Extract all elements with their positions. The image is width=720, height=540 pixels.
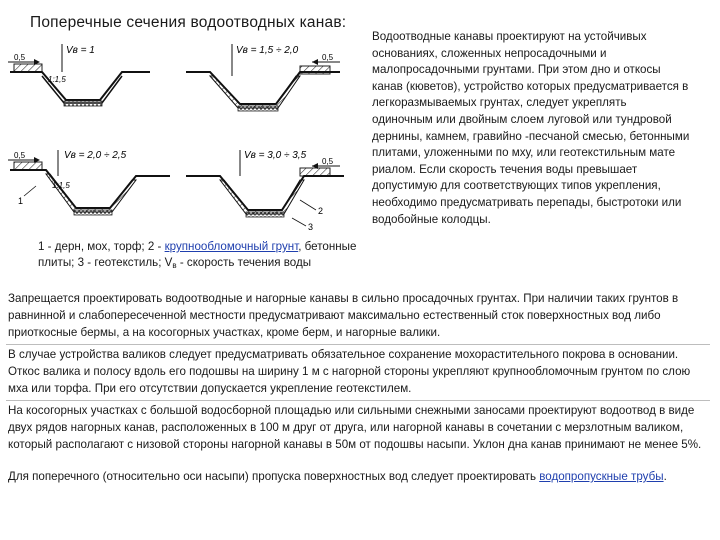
- paragraph-culverts: [8, 469, 708, 486]
- velocity-label-1: Vв = 1: [66, 45, 95, 56]
- depth-label-2: 0,5: [322, 53, 334, 62]
- divider-2: [6, 400, 710, 401]
- caption-part-1: 1 - дерн, мох, торф; 2 -: [38, 240, 165, 253]
- culverts-end: .: [663, 470, 667, 483]
- depth-label-1: 0,5: [14, 53, 26, 62]
- page-title: Поперечные сечения водоотводных канав:: [30, 14, 347, 31]
- layer-number-3: 3: [308, 222, 314, 232]
- divider-1: [6, 344, 710, 345]
- layer-number-2: 2: [318, 206, 324, 216]
- ditch-section-4: [186, 150, 344, 232]
- ditch-section-1: [8, 44, 150, 106]
- ditch-section-3: [8, 150, 170, 215]
- ditch-cross-sections-figure: [0, 28, 370, 238]
- slope-label-3: 1:1,5: [52, 181, 70, 190]
- culverts-text: Для поперечного (относительно оси насыпи) пропуска поверхностных вод следует проектировать: [8, 470, 540, 483]
- slope-label-1: 1:1,5: [48, 75, 66, 84]
- coarse-soil-link[interactable]: крупнообломочный грунт: [164, 240, 299, 253]
- paragraph-slopes: На косогорных участках с большой водосборной площадью или сильными снежными заносами проектируют водоотвод в виде двух рядов нагорных канав, расположенных в 100 м друг от друга, или нагорной канавы в сочетании с мерзлотным валиком, который располагают с низовой стороны нагорной канавы в 50м от подошвы насыпи. Уклон дна канав принимают не менее 5%.: [8, 404, 702, 451]
- depth-label-4: 0,5: [322, 157, 334, 166]
- paragraph-subsidence: Запрещается проектировать водоотводные и нагорные канавы в сильно просадочных грунтах. При наличии таких грунтов в равнинной и слабопересеченной местности предусматривают максимально естественный сток поверхностных вод либо приоткосные бермы, а на косогорных участках, кроме берм, и нагорные валики.: [8, 292, 679, 339]
- layer-number-1: 1: [18, 196, 24, 206]
- ditch-section-2: [186, 44, 340, 111]
- figure-caption: [38, 239, 368, 275]
- caption-subscript: в: [172, 261, 177, 271]
- paragraph-berms: В случае устройства валиков следует предусматривать обязательное сохранение мохорастительного покрова в основании. Откос валика и полосу вдоль его подошвы на ширину 1 м с нагорной стороны укрепляют крупнообломочным грунтом по слою мха или торфа. При его отсутствии допускается укрепление геотекстилем.: [8, 348, 691, 395]
- depth-label-3: 0,5: [14, 151, 26, 160]
- ditch-description-text: Водоотводные канавы проектируют на устойчивых основаниях, сложенных непросадочными и малопросадочными грунтами. При этом дно и откосы канав (кюветов), устройство которых предусматривается в легкоразмываемых грунтах, следует укреплять одиночным или двойным слоем луговой или тундровой дернины, камнем, гравийно -песчаной смесью, бетонными плитами, уложенными по мху, или геотекстильным мате риалом. Если скорость течения воды превышает допустимую для соответствующих типов укрепления, необходимо предусматривать перепады, быстротоки или водобойные колодцы.: [372, 30, 690, 226]
- caption-part-3: - скорость течения воды: [176, 256, 312, 270]
- caption-part-2: , бетонные плиты; 3 - геотекстиль; V: [38, 240, 357, 270]
- velocity-label-2: Vв = 1,5 ÷ 2,0: [236, 45, 299, 56]
- velocity-label-4: Vв = 3,0 ÷ 3,5: [244, 150, 307, 161]
- velocity-label-3: Vв = 2,0 ÷ 2,5: [64, 150, 127, 161]
- culvert-pipes-link[interactable]: водопропускные трубы: [539, 470, 664, 483]
